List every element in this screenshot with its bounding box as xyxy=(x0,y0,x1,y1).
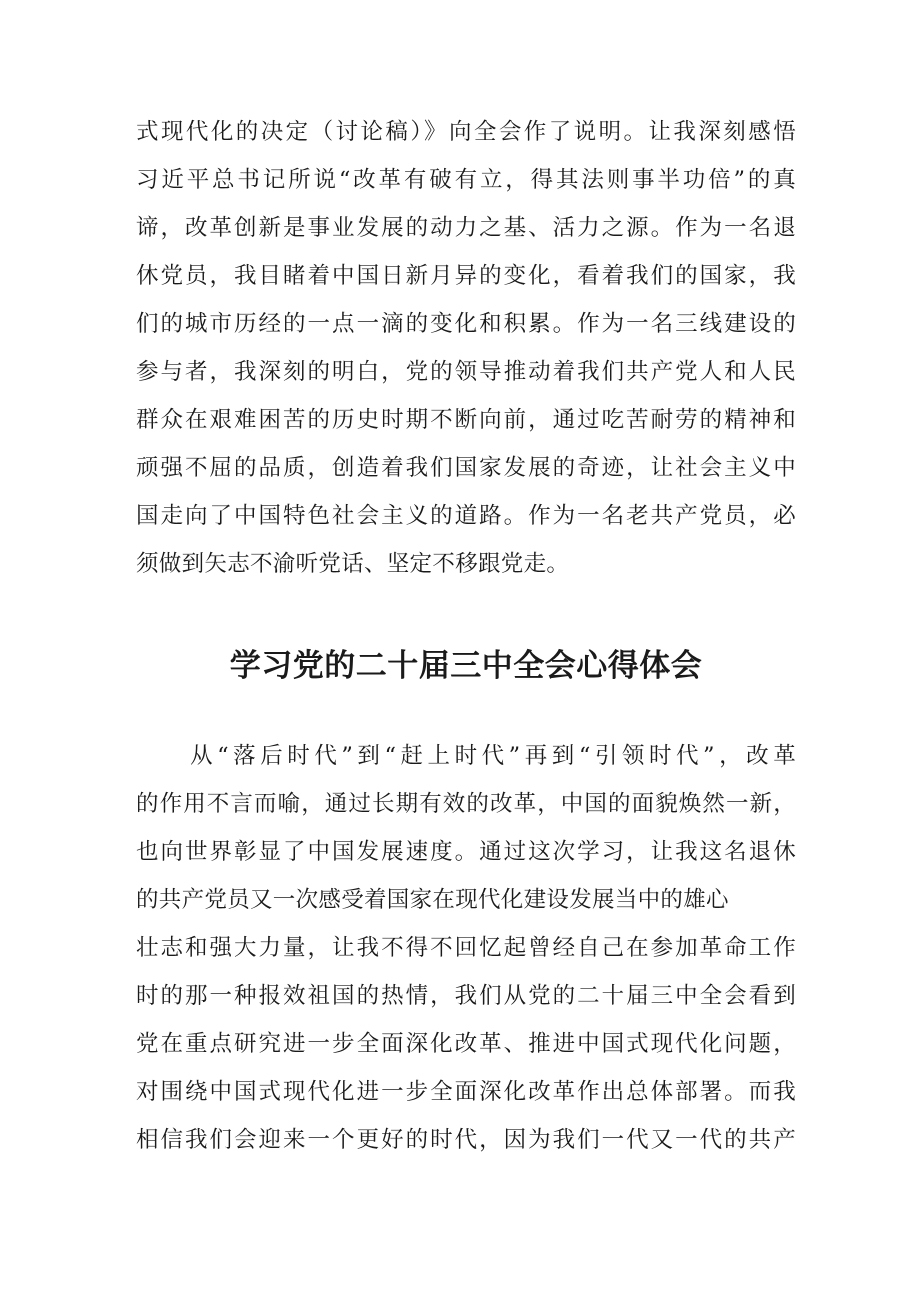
paragraph-1-line: 须做到矢志不渝听党话、坚定不移跟党走。 xyxy=(136,551,570,577)
paragraph-1-line: 休党员，我目睹着中国日新月异的变化，看着我们的国家，我 xyxy=(136,263,796,289)
paragraph-2-line: 也向世界彰显了中国发展速度。通过这次学习，让我这名退休 xyxy=(136,839,796,865)
paragraph-2-line: 相信我们会迎来一个更好的时代，因为我们一代又一代的共产 xyxy=(136,1127,796,1153)
paragraph-1-line: 参与者，我深刻的明白，党的领导推动着我们共产党人和人民 xyxy=(136,359,796,385)
paragraph-1-line: 国走向了中国特色社会主义的道路。作为一名老共产党员，必 xyxy=(136,503,796,529)
paragraph-1-line: 群众在艰难困苦的历史时期不断向前，通过吃苦耐劳的精神和 xyxy=(136,407,796,433)
paragraph-2 xyxy=(136,732,796,1164)
paragraph-1 xyxy=(136,108,796,588)
paragraph-1-line: 习近平总书记所说“改革有破有立，得其法则事半功倍”的真 xyxy=(136,167,796,193)
paragraph-1-line: 谛，改革创新是事业发展的动力之基、活力之源。作为一名退 xyxy=(136,215,796,241)
paragraph-2-line: 时的那一种报效祖国的热情，我们从党的二十届三中全会看到 xyxy=(136,983,796,1009)
section-title: 学习党的二十届三中全会心得体会 xyxy=(229,648,703,684)
paragraph-2-line: 壮志和强大力量，让我不得不回忆起曾经自己在参加革命工作 xyxy=(136,935,796,961)
document-page xyxy=(136,108,796,1164)
paragraph-2-line: 从“落后时代”到“赶上时代”再到“引领时代”，改革 xyxy=(136,743,796,769)
paragraph-1-line: 式现代化的决定（讨论稿）》向全会作了说明。让我深刻感悟 xyxy=(136,119,796,145)
paragraph-2-line: 的作用不言而喻，通过长期有效的改革，中国的面貌焕然一新， xyxy=(136,791,796,817)
paragraph-1-line: 顽强不屈的品质，创造着我们国家发展的奇迹，让社会主义中 xyxy=(136,455,796,481)
paragraph-2-line: 党在重点研究进一步全面深化改革、推进中国式现代化问题， xyxy=(136,1031,796,1057)
paragraph-1-line: 们的城市历经的一点一滴的变化和积累。作为一名三线建设的 xyxy=(136,311,796,337)
paragraph-2-line: 的共产党员又一次感受着国家在现代化建设发展当中的雄心 xyxy=(136,887,729,913)
paragraph-2-line: 对围绕中国式现代化进一步全面深化改革作出总体部署。而我 xyxy=(136,1079,796,1105)
